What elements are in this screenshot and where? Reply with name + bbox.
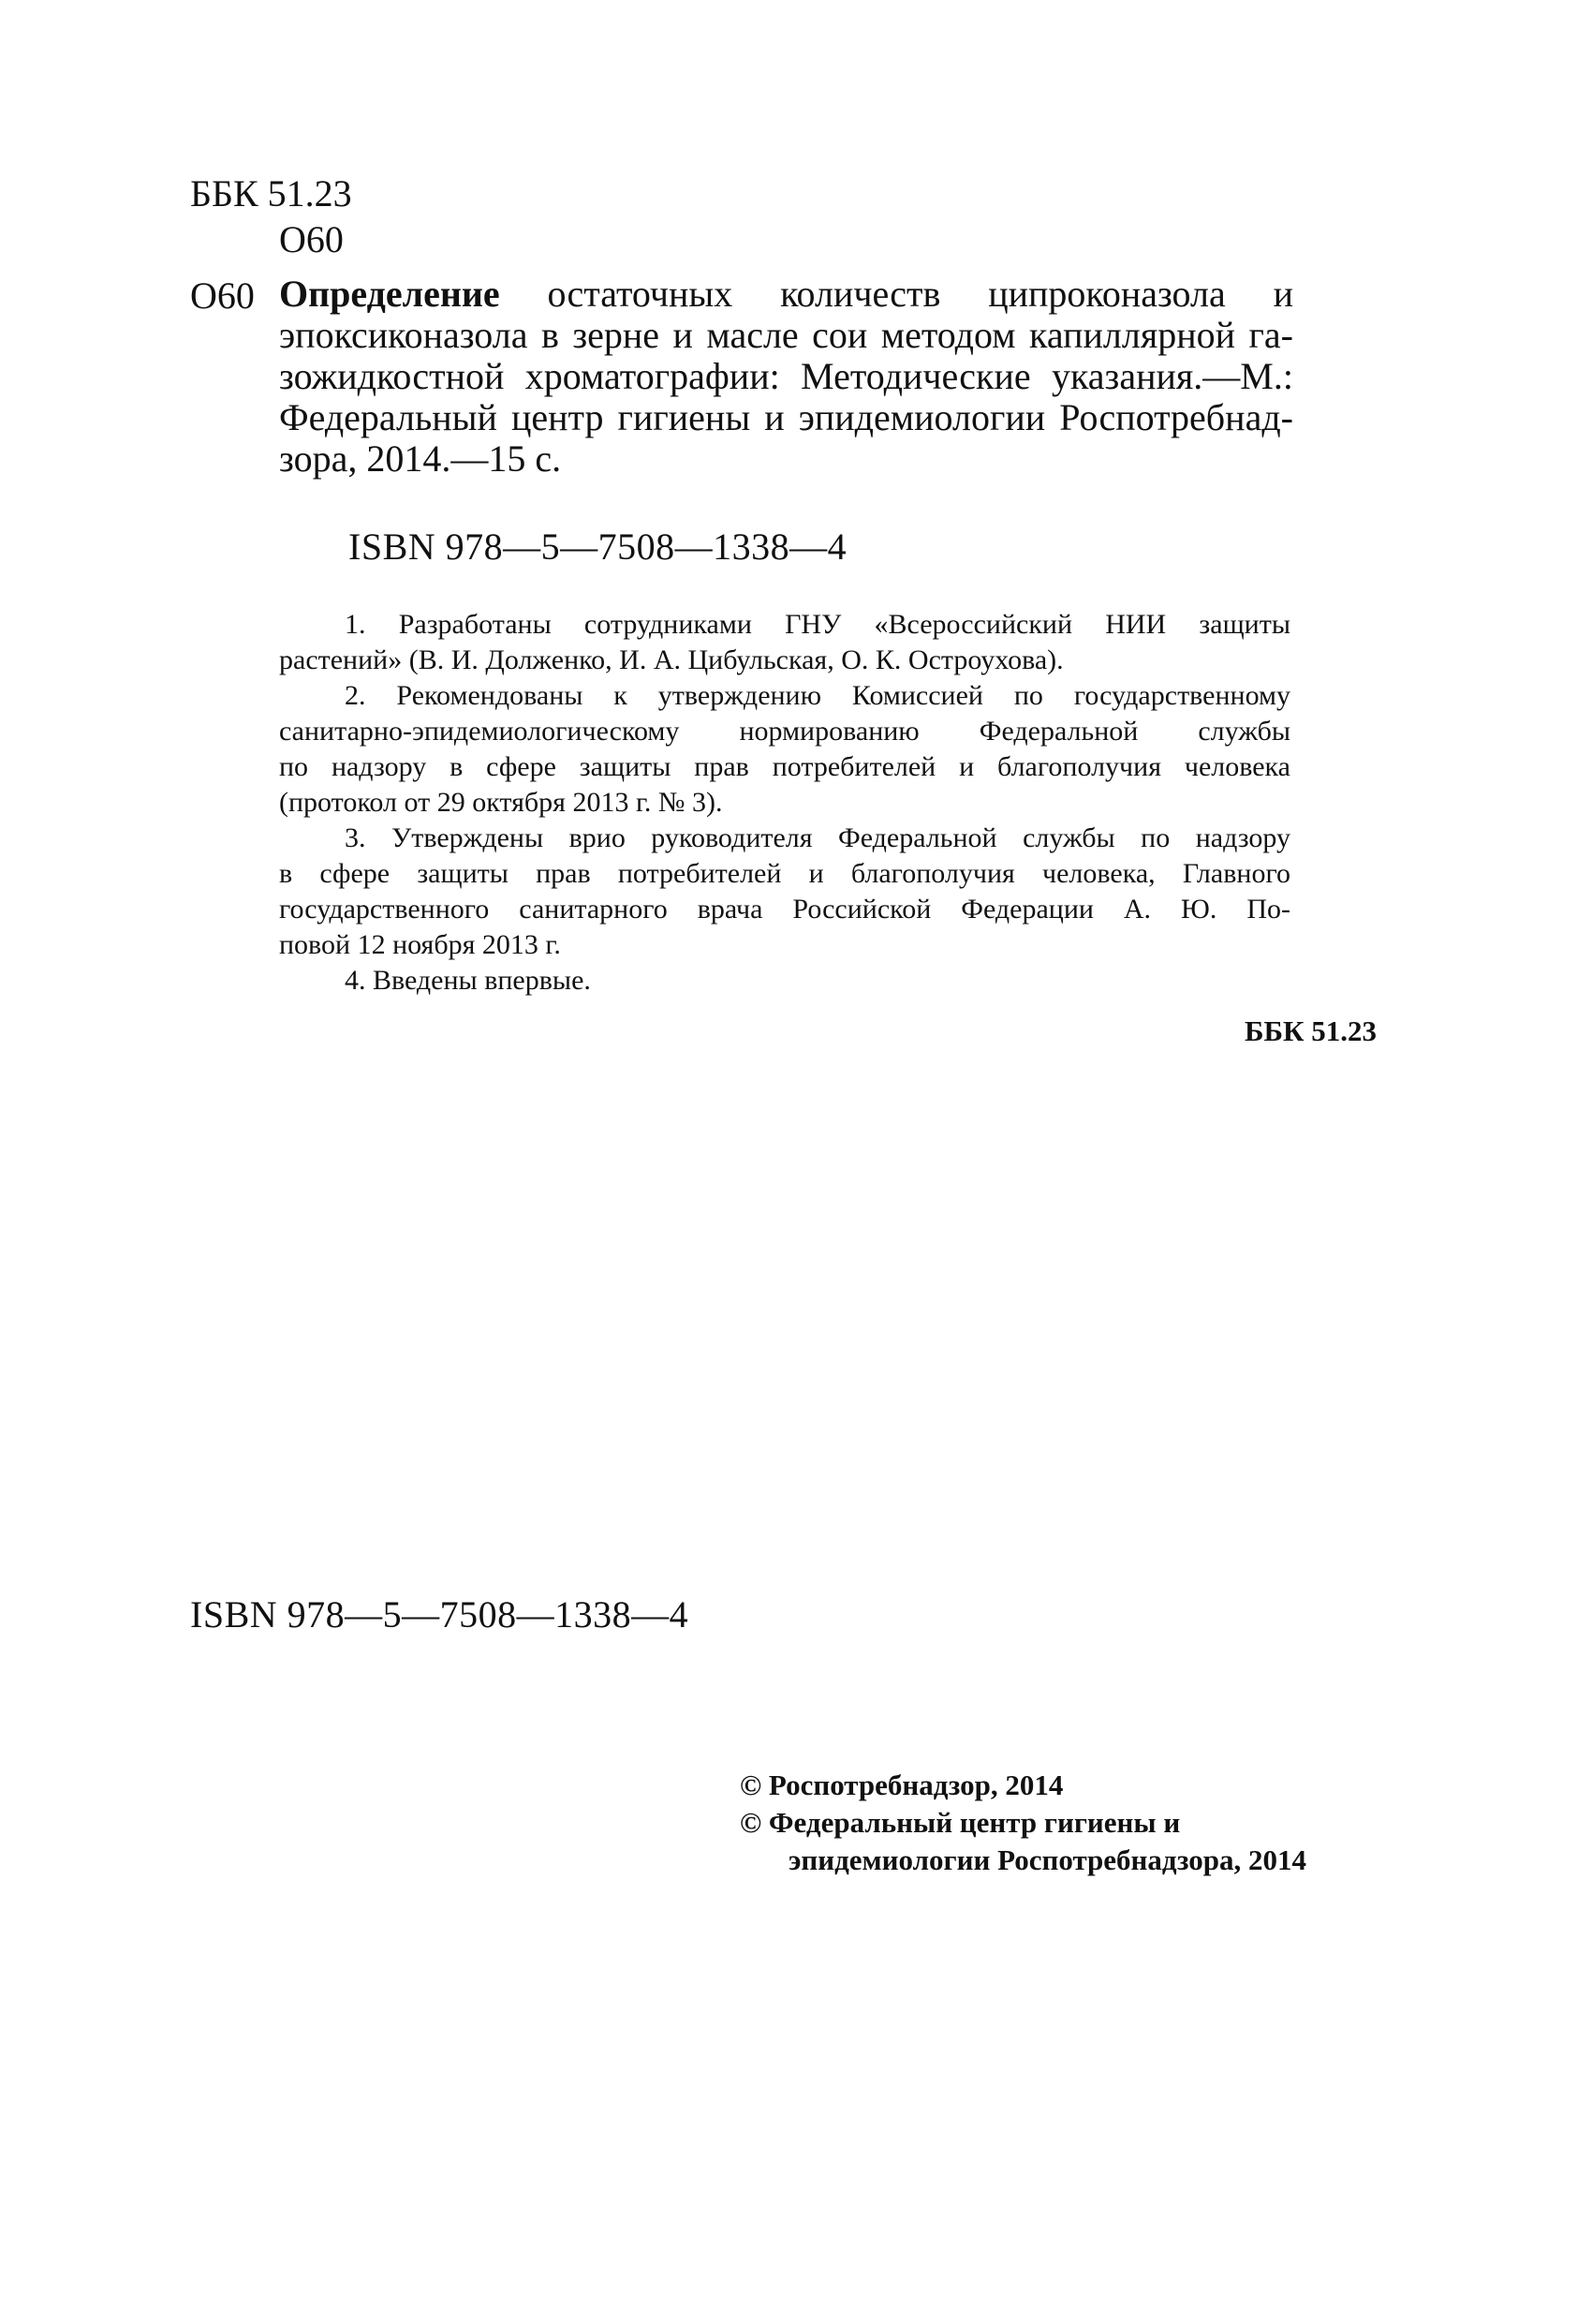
title-line-4: Федеральный центр гигиены и эпидемиологии Роспотребнад- <box>279 396 1293 438</box>
note-line-11: 4. Введены впервые. <box>345 965 591 996</box>
author-sign: О60 <box>279 218 344 260</box>
bibliographic-description <box>279 274 1293 480</box>
note-line-9: государственного санитарного врача Российской Федерации А. Ю. По- <box>279 894 1290 925</box>
copyright-line-1: © Роспотребнадзор, 2014 <box>740 1769 1064 1801</box>
title-bold-word: Определение <box>279 273 500 315</box>
copyright-block <box>740 1767 1395 1879</box>
entry-author-sign: О60 <box>190 274 255 317</box>
bbk-code-right: ББК 51.23 <box>1245 1014 1377 1047</box>
note-line-4: санитарно-эпидемиологическому нормированию Федеральной службы <box>279 716 1290 747</box>
title-line-1 <box>279 274 1293 315</box>
note-line-3: 2. Рекомендованы к утверждению Комиссией по государственному <box>345 680 1290 711</box>
note-line-1: 1. Разработаны сотрудниками ГНУ «Всероссийский НИИ защиты <box>345 609 1290 640</box>
note-line-5: по надзору в сфере защиты прав потребителей и благополучия человека <box>279 751 1290 782</box>
title-line-2: эпоксиконазола в зерне и масле сои методом капиллярной га- <box>279 314 1293 356</box>
isbn-bottom: ISBN 978—5—7508—1338—4 <box>190 1593 689 1636</box>
note-line-6: (протокол от 29 октября 2013 г. № 3). <box>279 787 723 818</box>
copyright-line-2: © Федеральный центр гигиены и <box>740 1806 1181 1839</box>
note-line-7: 3. Утверждены врио руководителя Федеральной службы по надзору <box>345 822 1290 853</box>
copyright-line-3: эпидемиологии Роспотребнадзора, 2014 <box>789 1843 1306 1876</box>
title-line-5: зора, 2014.—15 с. <box>279 437 562 480</box>
title-line-3: зожидкостной хроматографии: Методические указания.—М.: <box>279 355 1293 397</box>
bbk-code: ББК 51.23 <box>190 172 352 215</box>
note-line-8: в сфере защиты прав потребителей и благополучия человека, Главного <box>279 858 1290 889</box>
note-line-10: повой 12 ноября 2013 г. <box>279 929 561 960</box>
title-line-1-rest: остаточных количеств ципроконазола и <box>499 273 1293 315</box>
note-line-2: растений» (В. И. Долженко, И. А. Цибульская, О. К. Остроухова). <box>279 644 1064 675</box>
publication-notes <box>279 607 1290 999</box>
isbn-entry: ISBN 978—5—7508—1338—4 <box>348 525 848 568</box>
